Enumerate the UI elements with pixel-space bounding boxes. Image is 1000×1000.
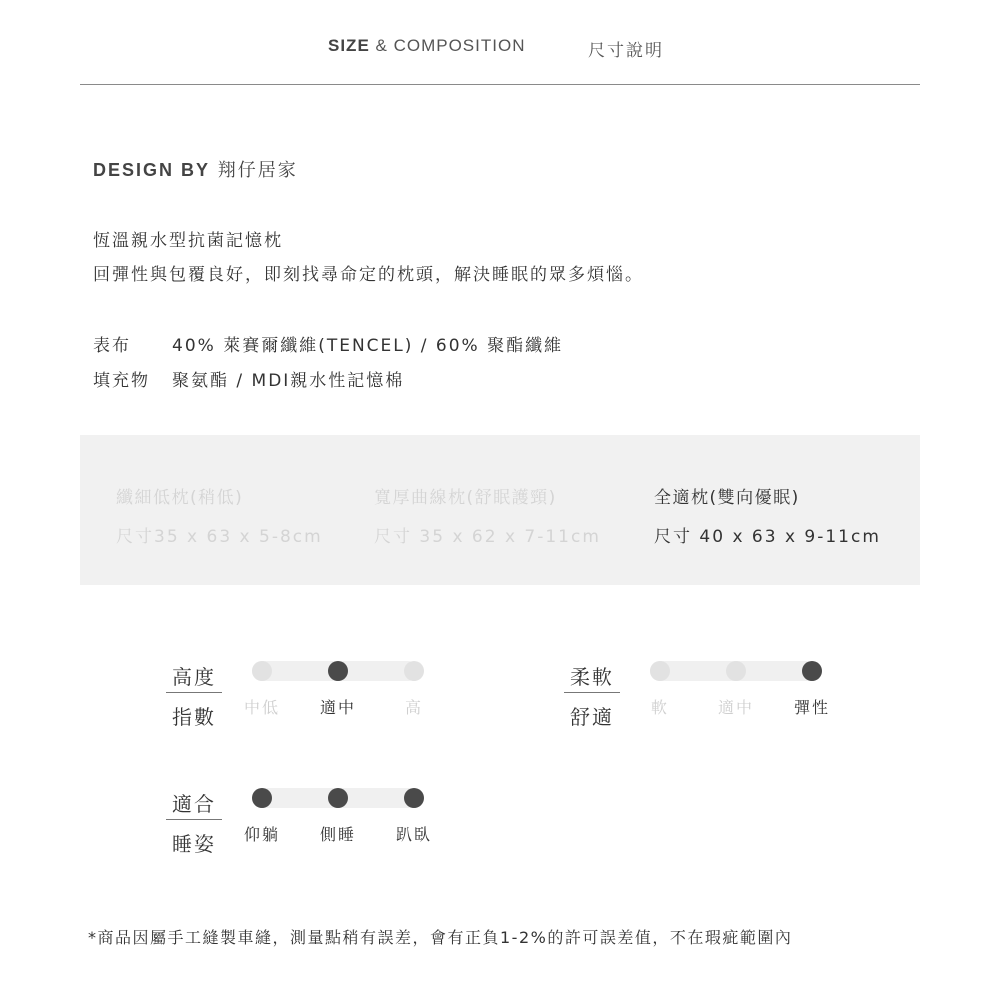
metric-divider — [166, 819, 222, 820]
level-dot — [328, 661, 348, 681]
product-description: 回彈性與包覆良好，即刻找尋命定的枕頭，解決睡眠的眾多煩惱。 — [93, 265, 644, 285]
metric-track — [252, 661, 418, 681]
size-options-panel — [80, 435, 920, 585]
level-label: 高 — [404, 698, 423, 717]
header-title-en — [328, 36, 525, 56]
size-option-name: 全適枕(雙向優眠) — [654, 488, 800, 508]
design-brand: 翔仔居家 — [217, 160, 298, 181]
size-option-dims: 尺寸 35 x 62 x 7-11cm — [374, 527, 601, 547]
material-label: 表布 — [93, 336, 131, 356]
material-row-fabric — [93, 331, 563, 356]
level-label: 軟 — [650, 698, 669, 717]
metric-label-bottom: 舒適 — [570, 705, 614, 729]
metric-track — [650, 661, 816, 681]
metric-label-top: 高度 — [172, 665, 216, 689]
design-prefix: DESIGN BY — [93, 160, 211, 180]
material-value: 聚氨酯 / MDI親水性記憶棉 — [172, 371, 405, 391]
design-credit — [93, 156, 298, 182]
level-dot — [404, 788, 424, 808]
product-name: 恆溫親水型抗菌記憶枕 — [93, 231, 283, 251]
level-label: 適中 — [717, 698, 754, 717]
material-row-filling — [93, 366, 404, 391]
metric-track — [252, 788, 418, 808]
level-dot — [650, 661, 670, 681]
level-label: 仰躺 — [243, 825, 280, 844]
size-option-dims: 尺寸35 x 63 x 5-8cm — [116, 527, 323, 547]
metric-divider — [564, 692, 620, 693]
level-dot — [328, 788, 348, 808]
metric-divider — [166, 692, 222, 693]
header-divider — [80, 84, 920, 85]
material-label: 填充物 — [93, 371, 150, 391]
level-label: 側睡 — [319, 825, 356, 844]
size-option-dims: 尺寸 40 x 63 x 9-11cm — [654, 527, 881, 547]
header-title-zh: 尺寸說明 — [588, 41, 664, 61]
size-option-slim — [116, 483, 323, 547]
level-label: 中低 — [243, 698, 280, 717]
level-label: 趴臥 — [395, 825, 432, 844]
page-header — [0, 36, 1000, 64]
size-option-curve — [374, 483, 601, 547]
metric-height-index — [166, 661, 446, 731]
level-label: 彈性 — [793, 698, 830, 717]
size-option-name: 寬厚曲線枕(舒眠護頸) — [374, 488, 557, 508]
header-title-rest: & COMPOSITION — [369, 36, 526, 55]
level-dot — [252, 788, 272, 808]
level-dot — [802, 661, 822, 681]
level-label: 適中 — [319, 698, 356, 717]
level-dot — [404, 661, 424, 681]
footnote: *商品因屬手工縫製車縫，測量點稍有誤差，會有正負1-2%的許可誤差值，不在瑕疵範圍內 — [88, 928, 793, 947]
metric-softness — [564, 661, 844, 731]
metric-label-top: 適合 — [172, 792, 216, 816]
size-option-name: 纖細低枕(稍低) — [116, 488, 244, 508]
metric-sleep-position — [166, 788, 446, 858]
size-option-all-fit — [654, 483, 881, 547]
metric-label-top: 柔軟 — [570, 665, 614, 689]
level-dot — [252, 661, 272, 681]
metric-label-bottom: 指數 — [172, 705, 216, 729]
material-value: 40% 萊賽爾纖維(TENCEL) / 60% 聚酯纖維 — [172, 336, 564, 356]
level-dot — [726, 661, 746, 681]
header-title-bold: SIZE — [328, 36, 370, 55]
metric-label-bottom: 睡姿 — [172, 832, 216, 856]
